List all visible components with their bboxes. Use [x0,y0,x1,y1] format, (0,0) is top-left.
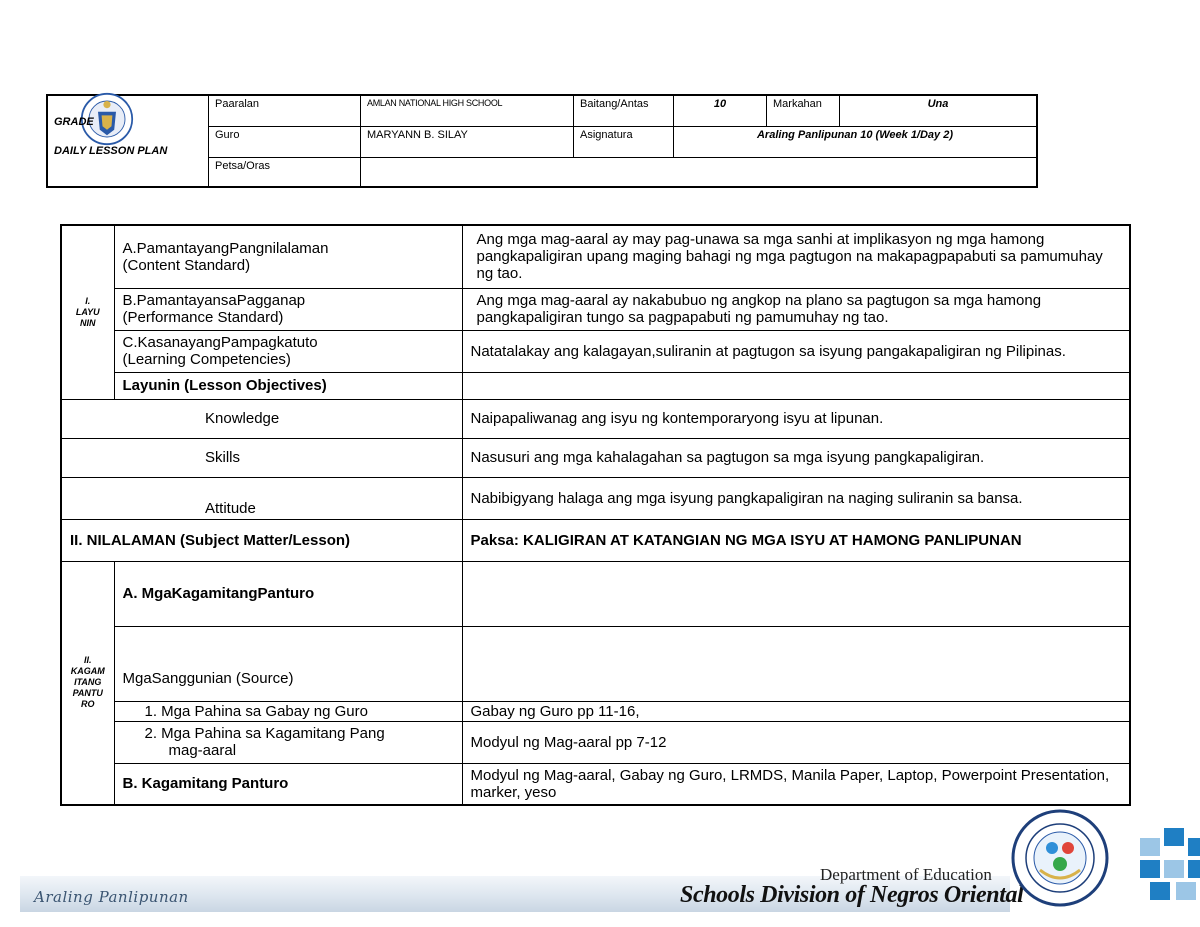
table-row [61,225,1130,288]
division-seal-icon [1010,808,1110,908]
asignatura-label: Asignatura [574,126,674,157]
footer [20,865,1180,916]
content-standard-subtitle: (Content Standard) [122,256,251,274]
tile-icon [1164,828,1184,846]
grade-cell [47,95,209,187]
table-row [61,626,1130,701]
table-row [61,288,1130,330]
guro-label: Guro [209,126,361,157]
skills-label: Skills [61,438,462,477]
footer-subject: Araling Panlipunan [34,888,189,906]
grade-label: GRADE [54,116,94,128]
table-row [61,372,1130,399]
footer-deped: Department of Education [820,865,992,884]
kagamitang-panturo-value [462,561,1130,626]
kagamitan-side-text: II. KAGAM ITANG PANTU RO [70,655,105,710]
tile-icon [1140,860,1160,878]
sanggunian-value [462,626,1130,701]
learning-competencies-title: C.KasanayangPampagkatuto [122,334,318,351]
table-row [61,399,1130,438]
asignatura-value: Araling Panlipunan 10 (Week 1/Day 2) [674,126,1038,157]
markahan-value: Una [840,95,1038,126]
content-standard-value: Ang mga mag-aaral ay may pag-unawa sa mga sanhi at implikasyon ng mga hamong pangkapaligiran upang maging bahagi ng mga pagtugon na makapagpapabuti sa pamumuhay ng tao. [462,225,1130,288]
b-kagamitang-panturo-label: B. Kagamitang Panturo [114,763,462,805]
header-table [46,94,1038,188]
learning-competencies-value: Natatalakay ang kalagayan,suliranin at pagtugon sa isyung pangakapaligiran ng Pilipinas. [462,330,1130,372]
kagamitan-side-label [61,561,114,805]
kagamitang-mag-aaral-line1: 2. Mga Pahina sa Kagamitang Pang [144,725,385,742]
learning-competencies-label [114,330,462,372]
layunin-side-text: I. LAYU NIN [75,295,100,328]
b-kagamitang-panturo-value: Modyul ng Mag-aaral, Gabay ng Guro, LRMDS, Manila Paper, Laptop, Powerpoint Presentation, marker, yeso [462,763,1130,805]
petsa-value [361,157,1038,187]
table-row [61,701,1130,721]
skills-value: Nasusuri ang mga kahalagahan sa pagtugon sa mga isyung pangkapaligiran. [462,438,1130,477]
tile-icon [1176,882,1196,900]
lesson-plan-table [60,224,1131,806]
tile-icon [1164,860,1184,878]
table-row [61,561,1130,626]
attitude-value: Nabibigyang halaga ang mga isyung pangkapaligiran na naging suliranin sa bansa. [462,477,1130,519]
paksa-value: Paksa: KALIGIRAN AT KATANGIAN NG MGA ISYU AT HAMONG PANLIPUNAN [462,519,1130,561]
content-standard-title: A.PamantayangPangnilalaman [122,239,329,257]
paaralan-value: AMLAN NATIONAL HIGH SCHOOL [361,95,574,126]
layunin-side-label [61,225,114,399]
kagamitang-mag-aaral-line2: mag-aaral [168,742,237,759]
paaralan-label: Paaralan [209,95,361,126]
nilalaman-label: II. NILALAMAN (Subject Matter/Lesson) [61,519,462,561]
table-row [61,438,1130,477]
footer-division: Schools Division of Negros Oriental [680,882,1024,908]
table-row [61,477,1130,519]
knowledge-value: Naipapaliwanag ang isyu ng kontemporaryong isyu at lipunan. [462,399,1130,438]
performance-standard-value: Ang mga mag-aaral ay nakabubuo ng angkop na plano sa pagtugon sa mga hamong pangkapaligiran tungo sa pagpapabuti ng pamumuhay ng tao. [462,288,1130,330]
markahan-label: Markahan [767,95,840,126]
table-row [61,519,1130,561]
gabay-guro-value: Gabay ng Guro pp 11-16, [462,701,1130,721]
performance-standard-title: B.PamantayansaPagganap [122,292,306,309]
learning-competencies-subtitle: (Learning Competencies) [122,351,291,368]
knowledge-label: Knowledge [61,399,462,438]
attitude-label: Attitude [61,477,462,519]
kagamitang-mag-aaral-value: Modyul ng Mag-aaral pp 7-12 [462,721,1130,763]
content-standard-label [114,225,462,288]
table-row [61,330,1130,372]
tile-icon [1188,860,1200,878]
petsa-label: Petsa/Oras [209,157,361,187]
table-row [61,721,1130,763]
baitang-label: Baitang/Antas [574,95,674,126]
kagamitang-panturo-label: A. MgaKagamitangPanturo [114,561,462,626]
gabay-guro-label: 1. Mga Pahina sa Gabay ng Guro [114,701,462,721]
lesson-objectives-value [462,372,1130,399]
performance-standard-label [114,288,462,330]
baitang-value: 10 [674,95,767,126]
guro-value: MARYANN B. SILAY [361,126,574,157]
table-row [61,763,1130,805]
sanggunian-label: MgaSanggunian (Source) [114,626,462,701]
tile-icon [1140,838,1160,856]
lesson-objectives-label: Layunin (Lesson Objectives) [114,372,462,399]
kagamitang-mag-aaral-label [114,721,462,763]
performance-standard-subtitle: (Performance Standard) [122,309,284,326]
tile-icon [1150,882,1170,900]
daily-lesson-plan-label: DAILY LESSON PLAN [54,145,168,157]
tile-icon [1188,838,1200,856]
